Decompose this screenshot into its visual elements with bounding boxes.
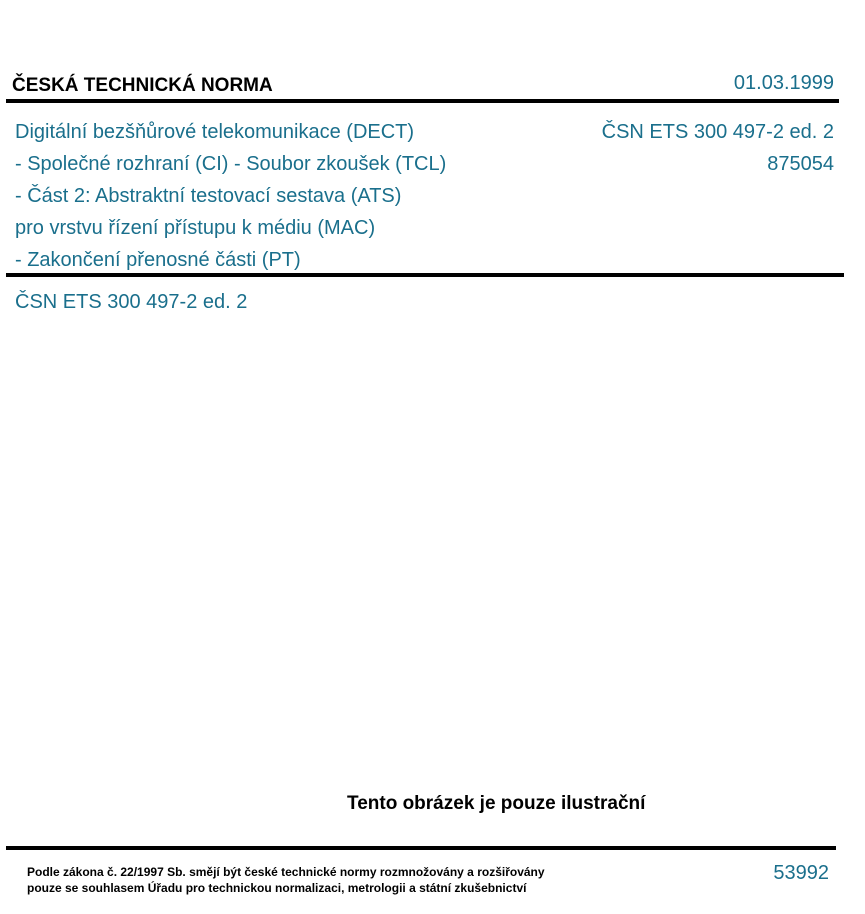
- illustration-note: Tento obrázek je pouze ilustrační: [347, 793, 646, 814]
- issue-date: 01.03.1999: [733, 72, 834, 94]
- standard-title: [15, 116, 446, 276]
- title-line: - Zakončení přenosné části (PT): [15, 249, 301, 271]
- top-divider: [6, 99, 839, 103]
- document-code: 53992: [773, 862, 829, 884]
- title-line: Digitální bezšňůrové telekomunikace (DECT): [15, 121, 415, 143]
- middle-divider: [6, 273, 844, 277]
- title-line: - Společné rozhraní (CI) - Soubor zkoušek (TCL): [15, 153, 447, 175]
- title-line: - Část 2: Abstraktní testovací sestava (ATS): [15, 185, 402, 207]
- standard-designation: ČSN ETS 300 497-2 ed. 2: [601, 121, 834, 143]
- legal-line: pouze se souhlasem Úřadu pro technickou normalizaci, metrologii a státní zkušebnictví: [27, 881, 527, 895]
- sub-designation: ČSN ETS 300 497-2 ed. 2: [15, 291, 248, 313]
- title-line: pro vrstvu řízení přístupu k médiu (MAC): [15, 217, 376, 239]
- document-heading: ČESKÁ TECHNICKÁ NORMA: [12, 75, 273, 96]
- standard-codes: [602, 116, 834, 180]
- class-number: 875054: [767, 153, 834, 175]
- legal-notice: [27, 864, 545, 896]
- bottom-divider: [6, 846, 836, 850]
- legal-line: Podle zákona č. 22/1997 Sb. smějí být české technické normy rozmnožovány a rozšiřovány: [27, 865, 545, 879]
